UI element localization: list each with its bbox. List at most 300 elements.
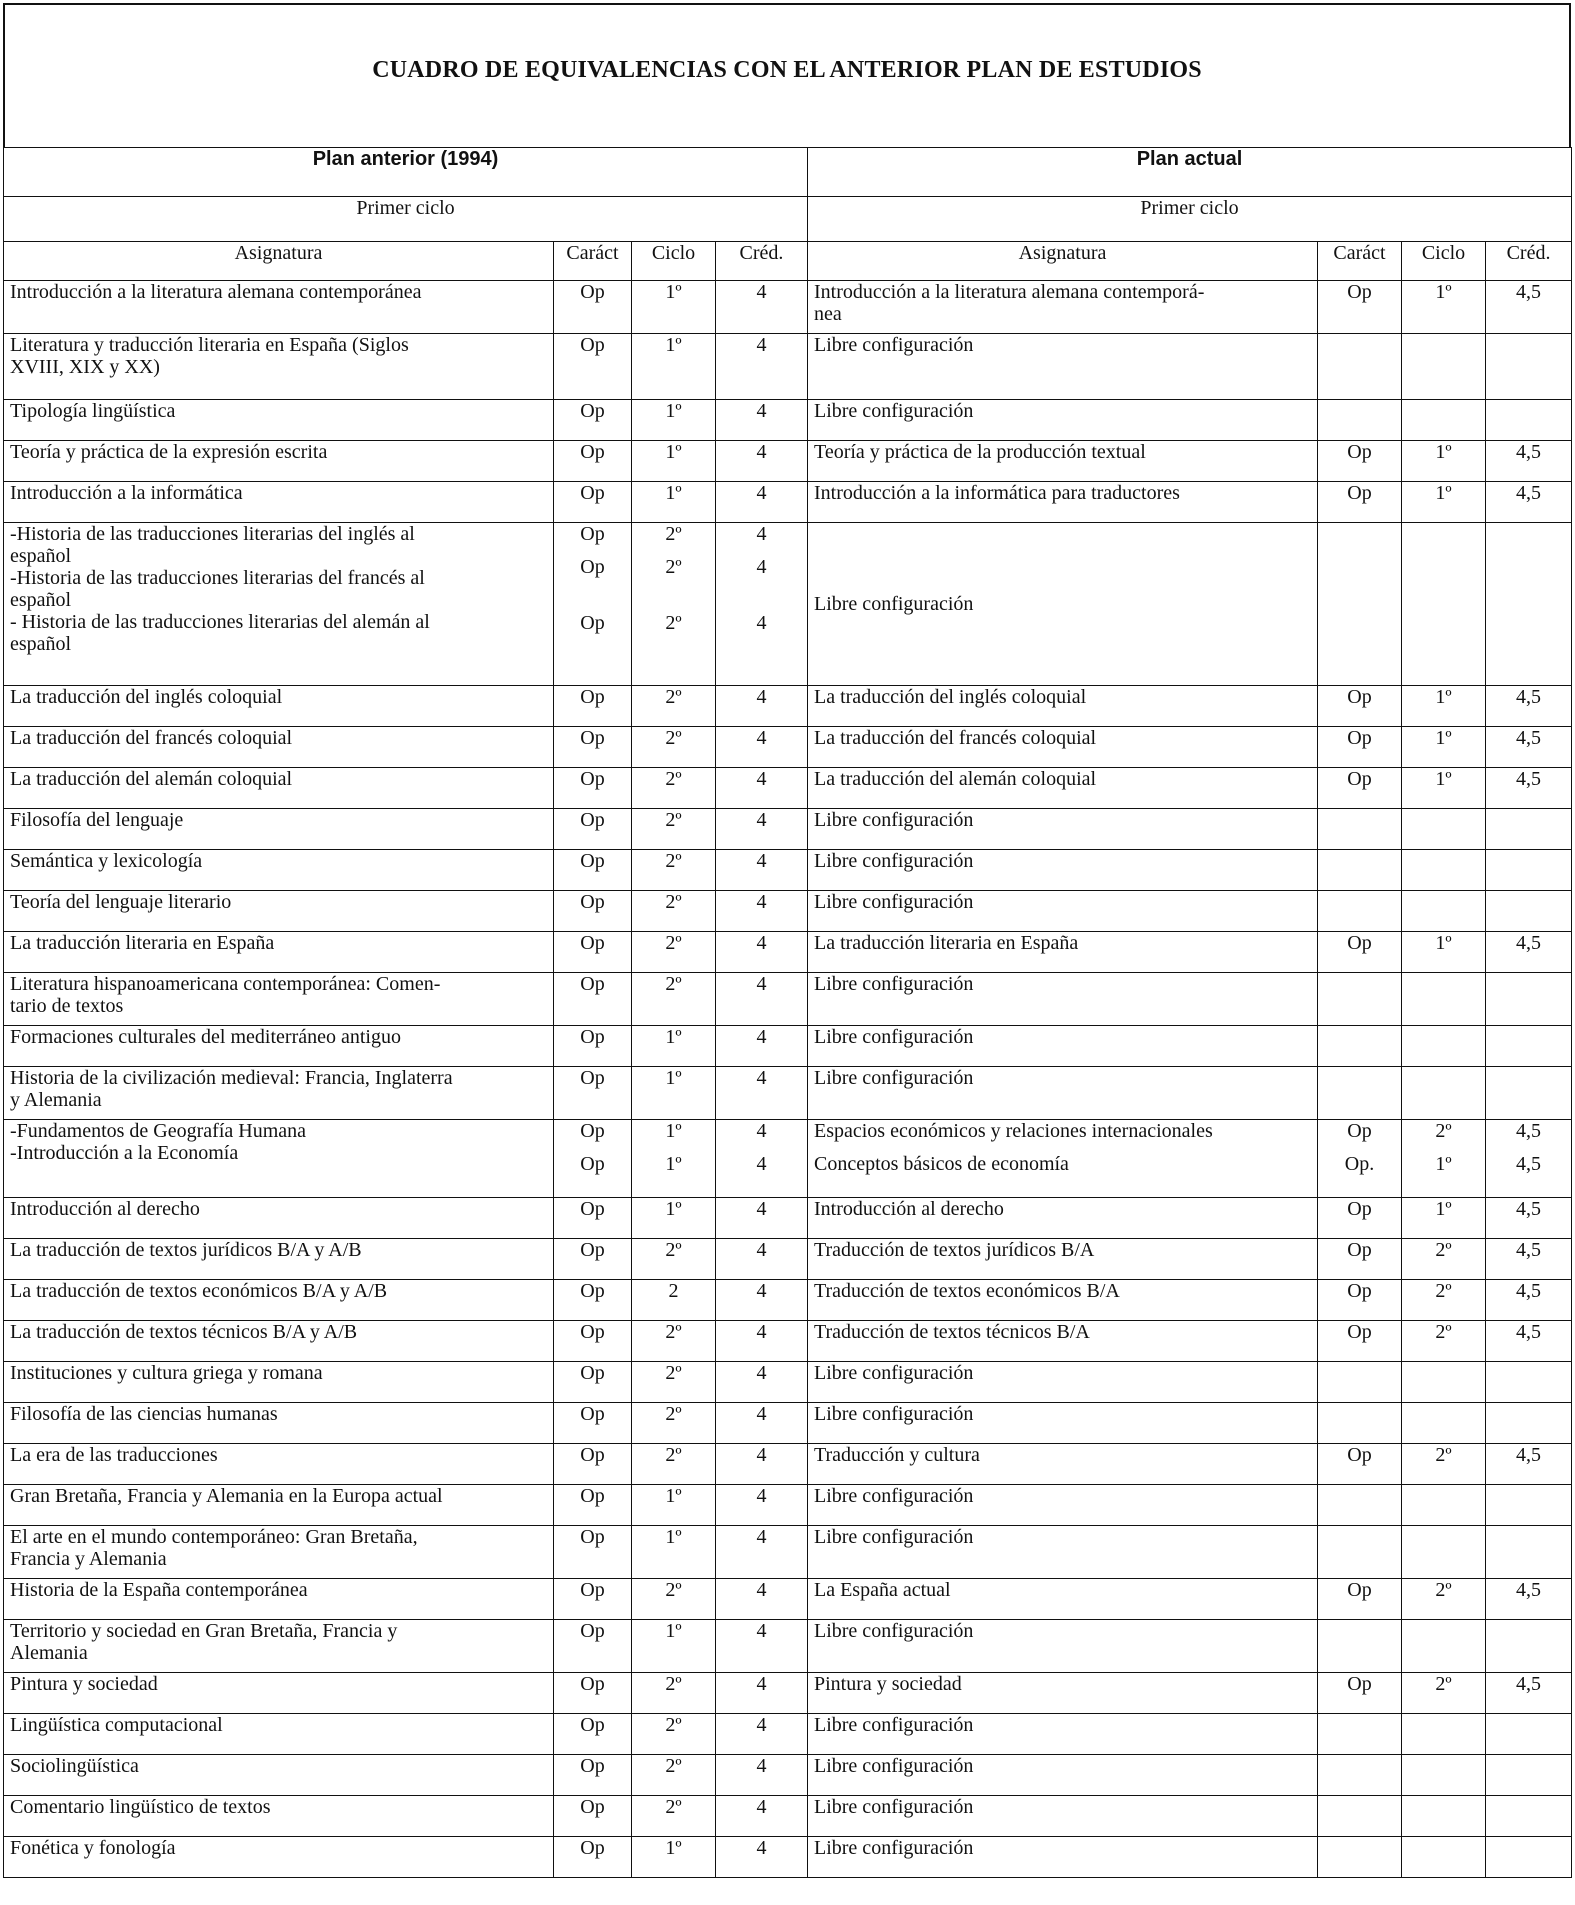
- new-cred-value: 4,5: [1516, 1153, 1542, 1175]
- old-caract-cell: [554, 523, 632, 686]
- new-subject-text: Traducción de textos jurídicos B/A: [814, 1239, 1095, 1261]
- col-cred-new: Créd.: [1486, 242, 1572, 281]
- old-subject-text: La traducción del inglés coloquial: [10, 686, 283, 708]
- new-caract-cell: [1318, 523, 1402, 686]
- old-cred-cell: [716, 1362, 808, 1403]
- old-caract-cell: [554, 891, 632, 932]
- old-ciclo-value: 1º: [665, 334, 682, 356]
- old-ciclo-value: 2º: [665, 1403, 682, 1425]
- old-caract-value: Op: [580, 850, 605, 872]
- new-cred-cell: 4,5: [1486, 1444, 1572, 1485]
- col-cred-old: Créd.: [716, 242, 808, 281]
- new-ciclo-cell: [1402, 1796, 1486, 1837]
- old-ciclo-cell: [632, 768, 716, 809]
- old-ciclo-value: 2º: [665, 1362, 682, 1384]
- new-subject-cell: [808, 1239, 1318, 1280]
- table-row: [4, 1239, 1572, 1280]
- old-ciclo-cell: [632, 1120, 716, 1198]
- old-cred-cell: [716, 523, 808, 686]
- old-cred-value: 4: [756, 1755, 767, 1777]
- new-subject-text: Traducción de textos técnicos B/A: [814, 1321, 1090, 1343]
- old-caract-cell: [554, 1362, 632, 1403]
- new-cred-cell: 4,5: [1486, 441, 1572, 482]
- old-caract-value: Op: [580, 1526, 605, 1548]
- new-ciclo-cell: [1402, 809, 1486, 850]
- new-subject-cell: [808, 1579, 1318, 1620]
- old-cred-value: 4: [756, 809, 767, 831]
- old-ciclo-cell: [632, 1796, 716, 1837]
- table-row: [4, 1837, 1572, 1878]
- new-ciclo-cell: 1º: [1402, 727, 1486, 768]
- old-subject-text: La traducción de textos técnicos B/A y A/B: [10, 1321, 358, 1343]
- old-ciclo-value: 2º: [665, 556, 682, 578]
- old-ciclo-value: 1º: [665, 400, 682, 422]
- new-caract-cell: Op: [1318, 1198, 1402, 1239]
- old-subject-text: Comentario lingüístico de textos: [10, 1796, 271, 1818]
- old-caract-value: Op: [580, 973, 605, 995]
- new-subject-cell: [808, 850, 1318, 891]
- new-cred-cell: [1486, 850, 1572, 891]
- old-cred-cell: [716, 1280, 808, 1321]
- old-subject-text: -Historia de las traducciones literarias del francés al: [10, 567, 425, 589]
- old-caract-cell: [554, 281, 632, 334]
- old-cred-value: 4: [756, 334, 767, 356]
- new-ciclo-cell: 1º: [1402, 281, 1486, 334]
- new-ciclo-cell: [1402, 973, 1486, 1026]
- table-row: [4, 809, 1572, 850]
- old-ciclo-value: 2º: [665, 1673, 682, 1695]
- old-cred-value: 4: [756, 932, 767, 954]
- new-caract-cell: Op: [1318, 1444, 1402, 1485]
- new-subject-text: Libre configuración: [814, 891, 974, 913]
- old-ciclo-value: 2º: [665, 973, 682, 995]
- old-subject-cell: [4, 932, 554, 973]
- table-row: [4, 686, 1572, 727]
- old-ciclo-cell: [632, 1579, 716, 1620]
- new-caract-cell: [1318, 400, 1402, 441]
- old-subject-cell: [4, 891, 554, 932]
- new-ciclo-cell: [1402, 891, 1486, 932]
- new-caract-cell: [1318, 1067, 1402, 1120]
- old-subject-text: y Alemania: [10, 1089, 102, 1111]
- old-subject-cell: [4, 1579, 554, 1620]
- old-subject-text: La era de las traducciones: [10, 1444, 218, 1466]
- old-cred-value: 4: [756, 727, 767, 749]
- new-caract-cell: [1318, 809, 1402, 850]
- new-subject-cell: [808, 1485, 1318, 1526]
- old-ciclo-cell: [632, 1485, 716, 1526]
- new-subject-text: Libre configuración: [814, 400, 974, 422]
- old-subject-cell: [4, 281, 554, 334]
- old-subject-cell: [4, 1403, 554, 1444]
- old-subject-text: Literatura y traducción literaria en España (Siglos: [10, 334, 409, 356]
- old-ciclo-value: 2º: [665, 1239, 682, 1261]
- new-caract-value: Op: [1347, 1120, 1372, 1142]
- old-subject-text: La traducción del alemán coloquial: [10, 768, 293, 790]
- old-caract-cell: [554, 809, 632, 850]
- old-caract-value: Op: [580, 334, 605, 356]
- old-ciclo-cell: [632, 334, 716, 400]
- table-row: [4, 1526, 1572, 1579]
- new-subject-text: La traducción del inglés coloquial: [814, 686, 1087, 708]
- old-ciclo-cell: [632, 1362, 716, 1403]
- old-caract-value: Op: [580, 1444, 605, 1466]
- old-cred-value: 4: [756, 281, 767, 303]
- old-cred-cell: [716, 400, 808, 441]
- new-cred-cell: [1486, 1620, 1572, 1673]
- old-caract-cell: [554, 1673, 632, 1714]
- old-caract-value: Op: [580, 1153, 605, 1175]
- old-caract-value: Op: [580, 1321, 605, 1343]
- old-cred-value: 4: [756, 1796, 767, 1818]
- table-row: [4, 1714, 1572, 1755]
- document-page: [3, 3, 1571, 1878]
- old-caract-value: Op: [580, 400, 605, 422]
- new-caract-value: Op.: [1344, 1153, 1375, 1175]
- old-cred-cell: [716, 1198, 808, 1239]
- old-cred-cell: [716, 932, 808, 973]
- ciclo-actual-header: Primer ciclo: [808, 197, 1572, 242]
- old-caract-value: Op: [580, 1714, 605, 1736]
- old-cred-value: 4: [756, 1444, 767, 1466]
- old-ciclo-cell: [632, 1321, 716, 1362]
- old-caract-cell: [554, 1714, 632, 1755]
- new-cred-cell: 4,5: [1486, 1673, 1572, 1714]
- old-cred-value: 4: [756, 1620, 767, 1642]
- old-caract-value: Op: [580, 1026, 605, 1048]
- old-subject-text: Fonética y fonología: [10, 1837, 176, 1859]
- old-ciclo-cell: [632, 973, 716, 1026]
- old-ciclo-value: 2º: [665, 727, 682, 749]
- new-subject-cell: [808, 727, 1318, 768]
- old-cred-value: 4: [756, 1198, 767, 1220]
- new-caract-cell: [1318, 1796, 1402, 1837]
- old-caract-cell: [554, 1280, 632, 1321]
- old-subject-text: Historia de la España contemporánea: [10, 1579, 308, 1601]
- old-caract-value: Op: [580, 523, 605, 545]
- old-cred-value: 4: [756, 1362, 767, 1384]
- table-row: [4, 281, 1572, 334]
- old-ciclo-value: 2º: [665, 612, 682, 634]
- old-ciclo-cell: [632, 281, 716, 334]
- old-cred-cell: [716, 850, 808, 891]
- old-subject-cell: [4, 1321, 554, 1362]
- new-caract-cell: Op: [1318, 482, 1402, 523]
- old-ciclo-value: 2º: [665, 1579, 682, 1601]
- old-ciclo-cell: [632, 686, 716, 727]
- new-subject-cell: [808, 809, 1318, 850]
- new-subject-text: Conceptos básicos de economía: [814, 1153, 1069, 1175]
- old-ciclo-cell: [632, 809, 716, 850]
- old-cred-value: 4: [756, 768, 767, 790]
- new-ciclo-cell: 2º: [1402, 1444, 1486, 1485]
- old-ciclo-value: 1º: [665, 1485, 682, 1507]
- new-caract-cell: [1318, 891, 1402, 932]
- old-subject-text: Territorio y sociedad en Gran Bretaña, Francia y: [10, 1620, 398, 1642]
- old-caract-value: Op: [580, 1620, 605, 1642]
- old-subject-text: Filosofía del lenguaje: [10, 809, 184, 831]
- old-cred-value: 4: [756, 1714, 767, 1736]
- new-subject-cell: [808, 1755, 1318, 1796]
- old-ciclo-value: 1º: [665, 1067, 682, 1089]
- plan-header-row: [4, 148, 1572, 197]
- old-cred-cell: [716, 334, 808, 400]
- table-row: [4, 1620, 1572, 1673]
- new-subject-cell: [808, 400, 1318, 441]
- old-subject-cell: [4, 809, 554, 850]
- new-cred-cell: [1486, 1362, 1572, 1403]
- old-caract-cell: [554, 482, 632, 523]
- new-subject-text: Libre configuración: [814, 1026, 974, 1048]
- new-subject-text: Libre configuración: [814, 334, 974, 356]
- table-row: [4, 1026, 1572, 1067]
- new-ciclo-cell: [1402, 1026, 1486, 1067]
- col-ciclo-new: Ciclo: [1402, 242, 1486, 281]
- new-ciclo-value: 2º: [1435, 1120, 1452, 1142]
- old-caract-cell: [554, 1067, 632, 1120]
- old-caract-value: Op: [580, 441, 605, 463]
- new-ciclo-cell: [1402, 1362, 1486, 1403]
- new-subject-text: La España actual: [814, 1579, 951, 1601]
- new-cred-cell: [1486, 1796, 1572, 1837]
- table-row: [4, 1673, 1572, 1714]
- equivalence-table: [3, 147, 1572, 1878]
- new-subject-text: nea: [814, 303, 842, 325]
- old-subject-cell: [4, 1362, 554, 1403]
- new-subject-cell: [808, 1837, 1318, 1878]
- old-subject-text: español: [10, 633, 72, 655]
- old-subject-cell: [4, 1755, 554, 1796]
- old-ciclo-value: 1º: [665, 281, 682, 303]
- new-subject-text: La traducción del alemán coloquial: [814, 768, 1097, 790]
- old-cred-cell: [716, 281, 808, 334]
- old-caract-value: Op: [580, 482, 605, 504]
- old-caract-cell: [554, 1239, 632, 1280]
- new-caract-cell: [1318, 334, 1402, 400]
- old-caract-cell: [554, 1796, 632, 1837]
- new-subject-cell: [808, 1714, 1318, 1755]
- old-cred-value: 4: [756, 482, 767, 504]
- new-cred-cell: [1486, 891, 1572, 932]
- old-caract-value: Op: [580, 1403, 605, 1425]
- old-caract-cell: [554, 1755, 632, 1796]
- new-caract-cell: [1318, 1526, 1402, 1579]
- old-ciclo-value: 1º: [665, 482, 682, 504]
- old-caract-cell: [554, 1321, 632, 1362]
- old-subject-text: -Historia de las traducciones literarias del inglés al: [10, 523, 415, 545]
- new-cred-cell: [1486, 1067, 1572, 1120]
- new-cred-cell: 4,5: [1486, 1198, 1572, 1239]
- new-ciclo-cell: [1402, 1067, 1486, 1120]
- new-caract-cell: Op: [1318, 1673, 1402, 1714]
- new-cred-cell: [1486, 973, 1572, 1026]
- old-cred-cell: [716, 1321, 808, 1362]
- new-cred-cell: [1486, 1526, 1572, 1579]
- old-subject-text: Teoría y práctica de la expresión escrita: [10, 441, 328, 463]
- old-caract-cell: [554, 1485, 632, 1526]
- old-cred-cell: [716, 1837, 808, 1878]
- new-subject-cell: [808, 1403, 1318, 1444]
- old-subject-text: Introducción a la informática: [10, 482, 243, 504]
- ciclo-anterior-header: Primer ciclo: [4, 197, 808, 242]
- old-cred-cell: [716, 1239, 808, 1280]
- old-cred-cell: [716, 1526, 808, 1579]
- old-subject-text: La traducción de textos jurídicos B/A y A/B: [10, 1239, 362, 1261]
- old-cred-value: 4: [756, 1485, 767, 1507]
- table-row: [4, 1796, 1572, 1837]
- old-ciclo-value: 2º: [665, 768, 682, 790]
- old-subject-cell: [4, 1026, 554, 1067]
- old-ciclo-value: 2º: [665, 686, 682, 708]
- new-cred-cell: 4,5: [1486, 768, 1572, 809]
- old-subject-text: Formaciones culturales del mediterráneo antiguo: [10, 1026, 401, 1048]
- new-caract-cell: [1318, 1120, 1402, 1198]
- new-subject-text: Libre configuración: [814, 1067, 974, 1089]
- new-subject-text: Libre configuración: [814, 973, 974, 995]
- old-subject-text: La traducción de textos económicos B/A y A/B: [10, 1280, 388, 1302]
- table-row: [4, 1280, 1572, 1321]
- new-subject-text: Traducción y cultura: [814, 1444, 980, 1466]
- new-caract-cell: Op: [1318, 932, 1402, 973]
- table-row: [4, 932, 1572, 973]
- old-subject-cell: [4, 334, 554, 400]
- old-caract-value: Op: [580, 1796, 605, 1818]
- new-subject-cell: [808, 891, 1318, 932]
- old-ciclo-cell: [632, 482, 716, 523]
- old-subject-cell: [4, 727, 554, 768]
- table-row: [4, 727, 1572, 768]
- old-subject-text: Filosofía de las ciencias humanas: [10, 1403, 278, 1425]
- new-cred-cell: [1486, 1403, 1572, 1444]
- old-cred-cell: [716, 441, 808, 482]
- new-caract-cell: [1318, 1362, 1402, 1403]
- new-subject-cell: [808, 1444, 1318, 1485]
- plan-anterior-header: Plan anterior (1994): [4, 148, 808, 197]
- table-row: [4, 1485, 1572, 1526]
- new-ciclo-cell: [1402, 1120, 1486, 1198]
- old-caract-value: Op: [580, 1198, 605, 1220]
- document-title: CUADRO DE EQUIVALENCIAS CON EL ANTERIOR PLAN DE ESTUDIOS: [372, 56, 1202, 83]
- old-cred-cell: [716, 891, 808, 932]
- old-subject-text: Sociolingüística: [10, 1755, 139, 1777]
- new-ciclo-cell: [1402, 1485, 1486, 1526]
- old-caract-value: Op: [580, 1067, 605, 1089]
- old-subject-text: Historia de la civilización medieval: Francia, Inglaterra: [10, 1067, 453, 1089]
- table-row: [4, 1579, 1572, 1620]
- new-subject-cell: [808, 1067, 1318, 1120]
- new-subject-text: Libre configuración: [814, 1403, 974, 1425]
- new-ciclo-cell: [1402, 334, 1486, 400]
- old-caract-cell: [554, 1620, 632, 1673]
- old-ciclo-value: 1º: [665, 1620, 682, 1642]
- old-cred-value: 4: [756, 1526, 767, 1548]
- old-subject-cell: [4, 1796, 554, 1837]
- old-cred-value: 4: [756, 1153, 767, 1175]
- new-cred-cell: [1486, 400, 1572, 441]
- new-caract-cell: [1318, 1837, 1402, 1878]
- new-caract-cell: Op: [1318, 1280, 1402, 1321]
- table-row: [4, 1403, 1572, 1444]
- old-caract-cell: [554, 1444, 632, 1485]
- new-subject-cell: [808, 523, 1318, 686]
- old-caract-cell: [554, 1579, 632, 1620]
- old-ciclo-cell: [632, 1403, 716, 1444]
- old-caract-value: Op: [580, 1755, 605, 1777]
- new-subject-cell: [808, 973, 1318, 1026]
- new-subject-text: Libre configuración: [814, 1755, 974, 1777]
- old-caract-cell: [554, 932, 632, 973]
- new-subject-cell: [808, 441, 1318, 482]
- new-subject-text: Introducción a la informática para traductores: [814, 482, 1180, 504]
- old-cred-cell: [716, 809, 808, 850]
- new-caract-cell: Op: [1318, 281, 1402, 334]
- old-ciclo-cell: [632, 441, 716, 482]
- old-subject-cell: [4, 850, 554, 891]
- plan-actual-header: Plan actual: [808, 148, 1572, 197]
- old-caract-cell: [554, 768, 632, 809]
- col-asignatura-old: Asignatura: [4, 242, 554, 281]
- old-ciclo-cell: [632, 523, 716, 686]
- new-caract-cell: Op: [1318, 441, 1402, 482]
- old-cred-cell: [716, 1714, 808, 1755]
- old-cred-cell: [716, 1444, 808, 1485]
- new-caract-cell: [1318, 1403, 1402, 1444]
- new-ciclo-cell: [1402, 1837, 1486, 1878]
- old-cred-cell: [716, 1485, 808, 1526]
- old-subject-text: español: [10, 545, 72, 567]
- new-ciclo-cell: [1402, 850, 1486, 891]
- new-ciclo-cell: 2º: [1402, 1321, 1486, 1362]
- old-subject-text: La traducción del francés coloquial: [10, 727, 293, 749]
- old-caract-cell: [554, 1403, 632, 1444]
- old-ciclo-cell: [632, 1026, 716, 1067]
- new-cred-cell: 4,5: [1486, 1579, 1572, 1620]
- old-subject-text: tario de textos: [10, 995, 124, 1017]
- old-caract-value: Op: [580, 768, 605, 790]
- old-cred-value: 4: [756, 1026, 767, 1048]
- old-ciclo-value: 2º: [665, 1321, 682, 1343]
- old-ciclo-value: 2º: [665, 523, 682, 545]
- table-row: [4, 441, 1572, 482]
- old-cred-value: 4: [756, 1837, 767, 1859]
- old-caract-value: Op: [580, 612, 605, 634]
- new-ciclo-cell: [1402, 523, 1486, 686]
- new-cred-cell: [1486, 1837, 1572, 1878]
- old-ciclo-cell: [632, 932, 716, 973]
- old-ciclo-value: 1º: [665, 1026, 682, 1048]
- new-ciclo-cell: 1º: [1402, 441, 1486, 482]
- new-subject-text: Libre configuración: [814, 1362, 974, 1384]
- old-ciclo-cell: [632, 400, 716, 441]
- new-cred-cell: [1486, 1026, 1572, 1067]
- new-caract-cell: [1318, 1485, 1402, 1526]
- new-subject-text: Espacios económicos y relaciones internacionales: [814, 1120, 1213, 1142]
- old-cred-cell: [716, 1620, 808, 1673]
- new-subject-cell: [808, 1362, 1318, 1403]
- old-subject-text: Tipología lingüística: [10, 400, 176, 422]
- new-cred-cell: 4,5: [1486, 482, 1572, 523]
- old-ciclo-cell: [632, 1620, 716, 1673]
- new-subject-text: Libre configuración: [814, 1796, 974, 1818]
- new-subject-text: Libre configuración: [814, 809, 974, 831]
- new-caract-cell: Op: [1318, 727, 1402, 768]
- old-subject-cell: [4, 1485, 554, 1526]
- table-row: [4, 523, 1572, 686]
- old-subject-text: - Historia de las traducciones literarias del alemán al: [10, 611, 430, 633]
- new-caract-cell: Op: [1318, 768, 1402, 809]
- new-subject-text: Libre configuración: [814, 1485, 974, 1507]
- old-caract-value: Op: [580, 1120, 605, 1142]
